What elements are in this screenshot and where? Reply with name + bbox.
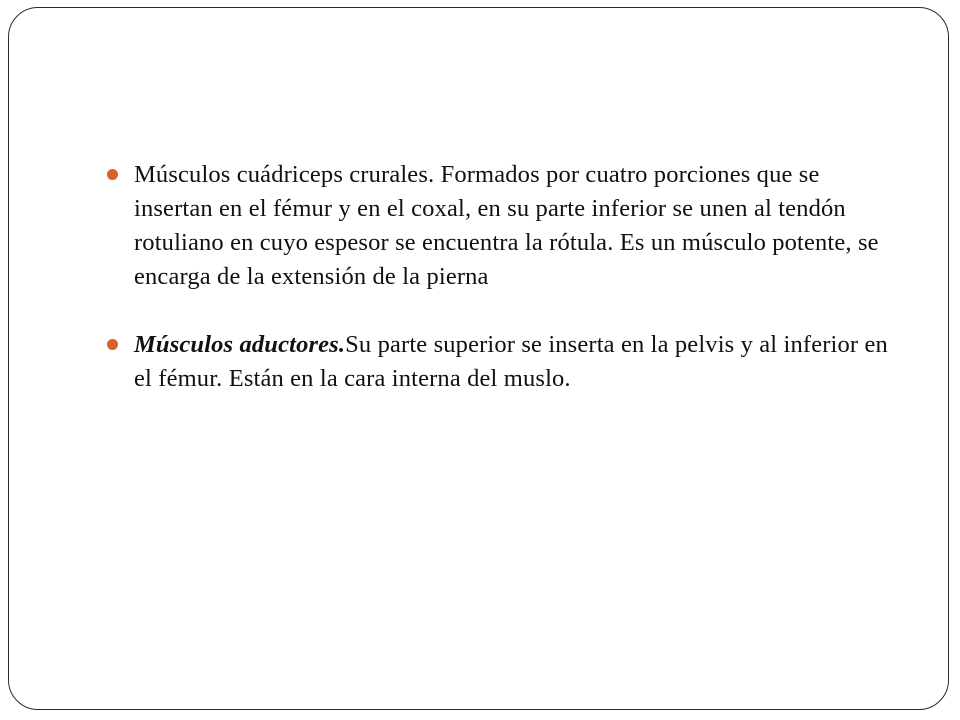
bullet-text: Su parte superior se inserta en la pelvis y al inferior en el fémur. Están en la cara interna del muslo. xyxy=(134,331,888,392)
bullet-item-aductores xyxy=(107,328,897,396)
bullet-term: Músculos aductores. xyxy=(134,331,346,358)
bullet-text: Músculos cuádriceps crurales. Formados por cuatro porciones que se insertan en el fémur y en el coxal, en su parte inferior se unen al tendón rotuliano en cuyo espesor se encuentra la rótula. Es un músculo potente, se encarga de la extensión de la pierna xyxy=(134,161,879,290)
bullet-item-cuadriceps xyxy=(107,158,897,294)
bullet-dot-icon xyxy=(107,169,118,180)
bullet-list xyxy=(107,158,897,396)
bullet-dot-icon xyxy=(107,339,118,350)
